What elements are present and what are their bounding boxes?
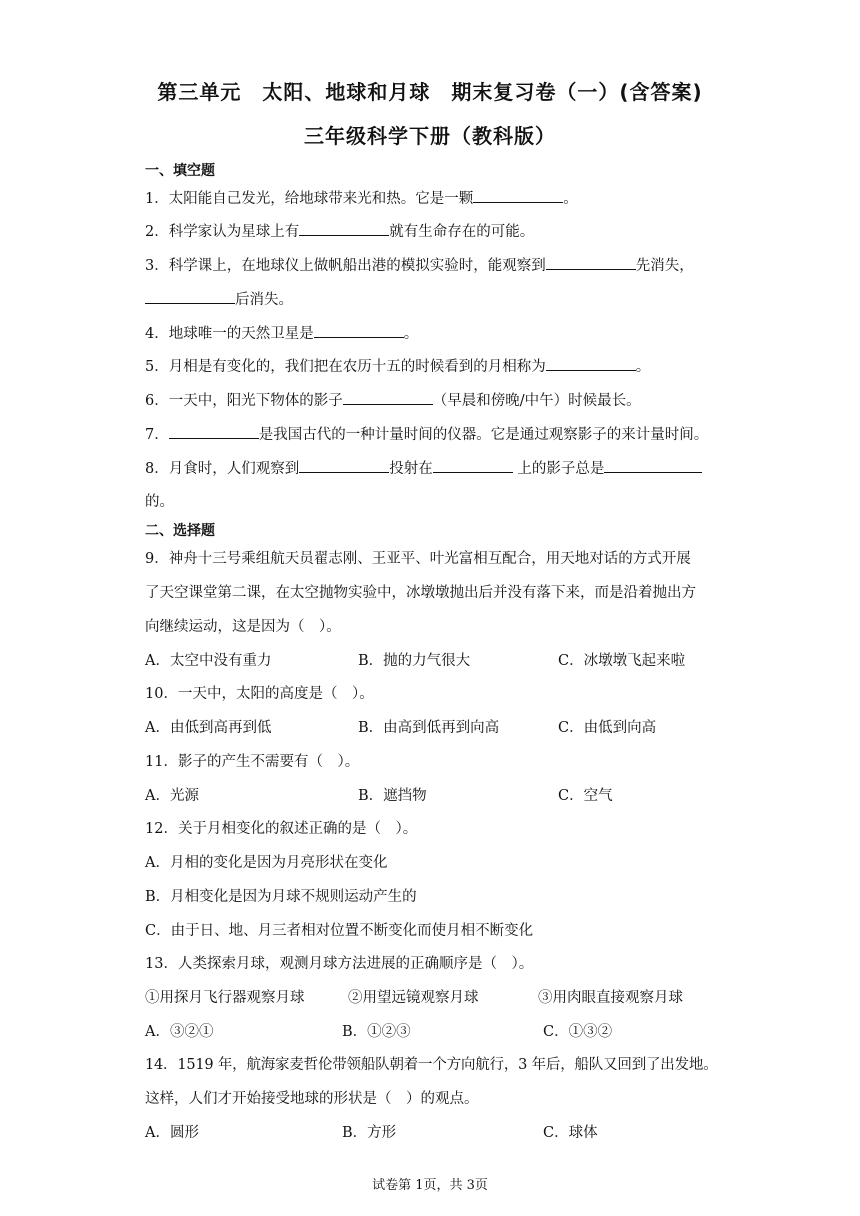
answer-blank[interactable] xyxy=(343,390,433,405)
page-subtitle: 三年级科学下册（教科版） xyxy=(304,124,556,148)
question-1 xyxy=(145,187,720,208)
q10-option-a[interactable]: A．由低到高再到低 xyxy=(145,720,272,736)
question-8 xyxy=(145,457,720,478)
question-text: 2．科学家认为星球上有 xyxy=(145,224,300,240)
q13-option-c[interactable]: C．①③② xyxy=(543,1024,613,1040)
section-heading-choice: 二、选择题 xyxy=(145,523,215,539)
section-heading-fill-in: 一、填空题 xyxy=(145,163,215,179)
question-text: 。 xyxy=(563,191,578,207)
answer-blank[interactable] xyxy=(546,356,636,371)
answer-blank[interactable] xyxy=(314,323,404,338)
question-text: 是我国古代的一种计量时间的仪器。它是通过观察影子的来计量时间。 xyxy=(258,427,709,443)
q14-option-b[interactable]: B．方形 xyxy=(342,1125,397,1141)
question-text: 。 xyxy=(635,359,651,375)
q9-option-b[interactable]: B．抛的力气很大 xyxy=(358,653,471,669)
q9-option-a[interactable]: A．太空中没有重力 xyxy=(145,653,272,669)
q12-option-b[interactable]: B．月相变化是因为月球不规则运动产生的 xyxy=(145,889,417,905)
question-6 xyxy=(145,389,720,410)
question-9-line-1: 9．神舟十三号乘组航天员翟志刚、王亚平、叶光富相互配合，用天地对话的方式开展 xyxy=(145,551,691,567)
answer-blank[interactable] xyxy=(546,255,636,270)
question-13: 13．人类探索月球，观测月球方法进展的正确顺序是（ ）。 xyxy=(145,956,534,972)
q14-option-c[interactable]: C．球体 xyxy=(543,1125,598,1141)
question-text: （早晨和傍晚/中午）时候最长。 xyxy=(432,393,641,409)
answer-blank[interactable] xyxy=(433,458,513,473)
question-4 xyxy=(145,322,720,343)
question-5 xyxy=(145,355,720,376)
question-text: 后消失。 xyxy=(235,292,293,308)
question-text: 5．月相是有变化的，我们把在农历十五的时候看到的月相称为 xyxy=(145,359,546,375)
question-text: 先消失， xyxy=(635,258,694,274)
q12-option-a[interactable]: A．月相的变化是因为月亮形状在变化 xyxy=(145,855,388,871)
answer-blank[interactable] xyxy=(299,221,389,236)
question-text: 。 xyxy=(403,326,419,342)
question-text: 1．太阳能自己发光，给地球带来光和热。它是一颗 xyxy=(145,191,474,207)
answer-blank[interactable] xyxy=(169,424,259,439)
question-text: 就有生命存在的可能。 xyxy=(389,224,535,240)
q13-item-3: ③用肉眼直接观察月球 xyxy=(538,990,683,1006)
question-14-line-1: 14．1519 年，航海家麦哲伦带领船队朝着一个方向航行，3 年后，船队又回到了出发地。 xyxy=(145,1057,718,1073)
q11-option-b[interactable]: B．遮挡物 xyxy=(358,788,427,804)
question-8-cont xyxy=(145,490,720,511)
question-7 xyxy=(145,423,720,444)
page-footer: 试卷第 1页，共 3页 xyxy=(372,1178,488,1193)
question-2 xyxy=(145,220,720,241)
answer-blank[interactable] xyxy=(604,458,702,473)
question-text: 4．地球唯一的天然卫星是 xyxy=(145,326,314,342)
answer-blank[interactable] xyxy=(473,188,563,203)
answer-blank[interactable] xyxy=(299,458,389,473)
q13-option-b[interactable]: B．①②③ xyxy=(342,1024,411,1040)
q13-option-a[interactable]: A．③②① xyxy=(145,1024,214,1040)
question-text: 上的影子总是 xyxy=(512,461,605,477)
q10-option-b[interactable]: B．由高到低再到向高 xyxy=(358,720,500,736)
question-11: 11．影子的产生不需要有（ ）。 xyxy=(145,754,360,770)
question-10: 10．一天中，太阳的高度是（ ）。 xyxy=(145,686,374,702)
question-text: 投射在 xyxy=(389,461,433,477)
question-9-line-3: 向继续运动，这是因为（ ）。 xyxy=(145,619,341,635)
q13-item-2: ②用望远镜观察月球 xyxy=(348,990,479,1006)
q13-item-1: ①用探月飞行器观察月球 xyxy=(145,990,305,1006)
answer-blank[interactable] xyxy=(145,289,235,304)
question-3 xyxy=(145,254,720,275)
q12-option-c[interactable]: C．由于日、地、月三者相对位置不断变化而使月相不断变化 xyxy=(145,923,534,939)
question-text: 8．月食时，人们观察到 xyxy=(145,461,300,477)
question-text: 6．一天中，阳光下物体的影子 xyxy=(145,393,343,409)
question-9-line-2: 了天空课堂第二课，在太空抛物实验中，冰墩墩抛出后并没有落下来，而是沿着抛出方 xyxy=(145,585,696,601)
q11-option-c[interactable]: C．空气 xyxy=(558,788,613,804)
question-text: 7． xyxy=(145,427,169,443)
question-3-cont xyxy=(145,288,720,309)
q11-option-a[interactable]: A．光源 xyxy=(145,788,199,804)
q14-option-a[interactable]: A．圆形 xyxy=(145,1125,199,1141)
question-text: 3．科学课上，在地球仪上做帆船出港的模拟实验时，能观察到 xyxy=(145,258,546,274)
q9-option-c[interactable]: C．冰墩墩飞起来啦 xyxy=(558,653,686,669)
page-title: 第三单元 太阳、地球和月球 期末复习卷（一）(含答案) xyxy=(157,80,703,104)
question-12: 12．关于月相变化的叙述正确的是（ ）。 xyxy=(145,821,418,837)
question-text: 的。 xyxy=(145,494,174,510)
q10-option-c[interactable]: C．由低到向高 xyxy=(558,720,657,736)
question-14-line-2: 这样，人们才开始接受地球的形状是（ ）的观点。 xyxy=(145,1091,479,1107)
